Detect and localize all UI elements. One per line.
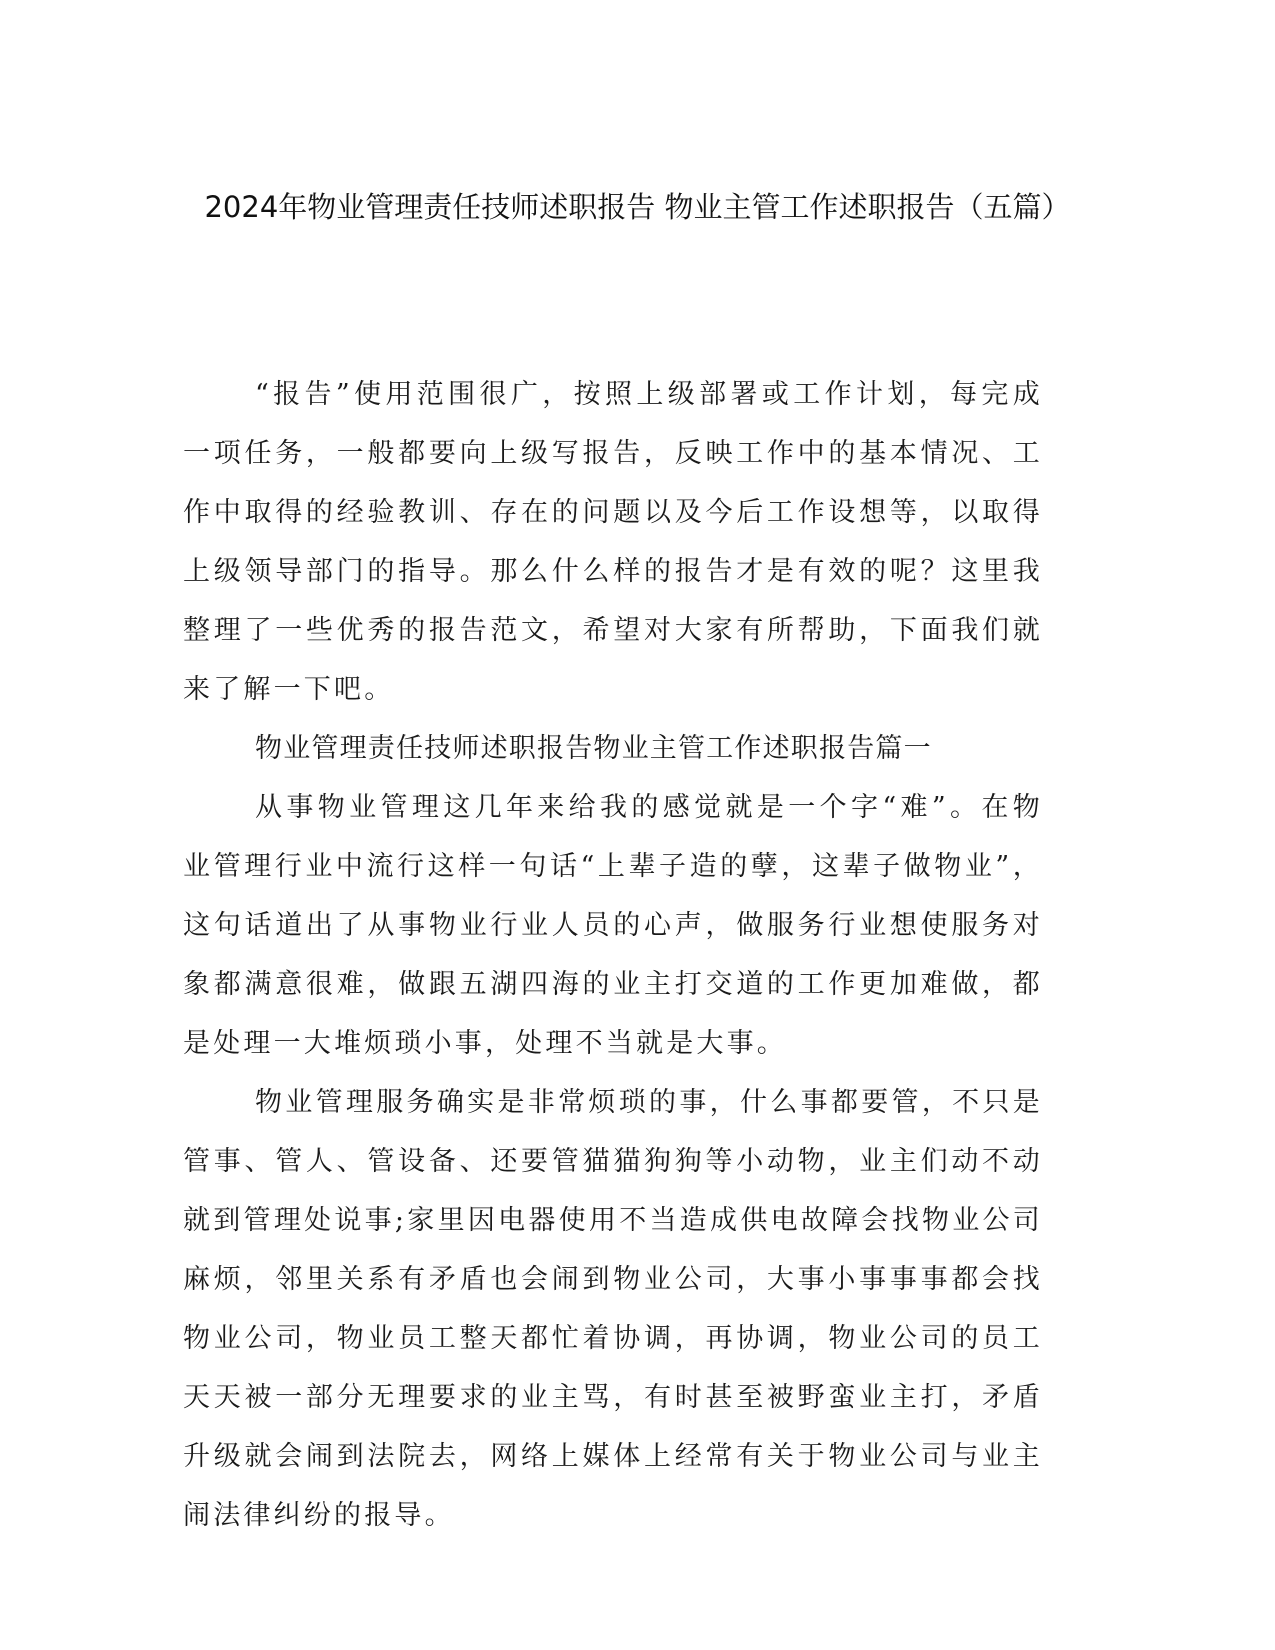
- document-title: 2024年物业管理责任技师述职报告 物业主管工作述职报告（五篇）: [204, 190, 1071, 224]
- section-heading: 物业管理责任技师述职报告物业主管工作述职报告篇一: [255, 733, 932, 764]
- intro-paragraph: “报告”使用范围很广，按照上级部署或工作计划，每完成一项任务，一般都要向上级写报告，反映工作中的基本情况、工作中取得的经验教训、存在的问题以及今后工作设想等，以取得上级领导部门的指导。那么什么样的报告才是有效的呢？这里我整理了一些优秀的报告范文，希望对大家有所帮助，下面我们就来了解一下吧。: [183, 379, 1043, 705]
- body-paragraph: 物业管理服务确实是非常烦琐的事，什么事都要管，不只是管事、管人、管设备、还要管猫猫狗狗等小动物，业主们动不动就到管理处说事;家里因电器使用不当造成供电故障会找物业公司麻烦，邻里关系有矛盾也会闹到物业公司，大事小事事事都会找物业公司，物业员工整天都忙着协调，再协调，物业公司的员工天天被一部分无理要求的业主骂，有时甚至被野蛮业主打，矛盾升级就会闹到法院去，网络上媒体上经常有关于物业公司与业主闹法律纠纷的报导。: [183, 1087, 1043, 1531]
- document-body: [183, 365, 1043, 1545]
- body-paragraph: 从事物业管理这几年来给我的感觉就是一个字“难”。在物业管理行业中流行这样一句话“上辈子造的孽，这辈子做物业”，这句话道出了从事物业行业人员的心声，做服务行业想使服务对象都满意很难，做跟五湖四海的业主打交道的工作更加难做，都是处理一大堆烦琐小事，处理不当就是大事。: [183, 792, 1043, 1059]
